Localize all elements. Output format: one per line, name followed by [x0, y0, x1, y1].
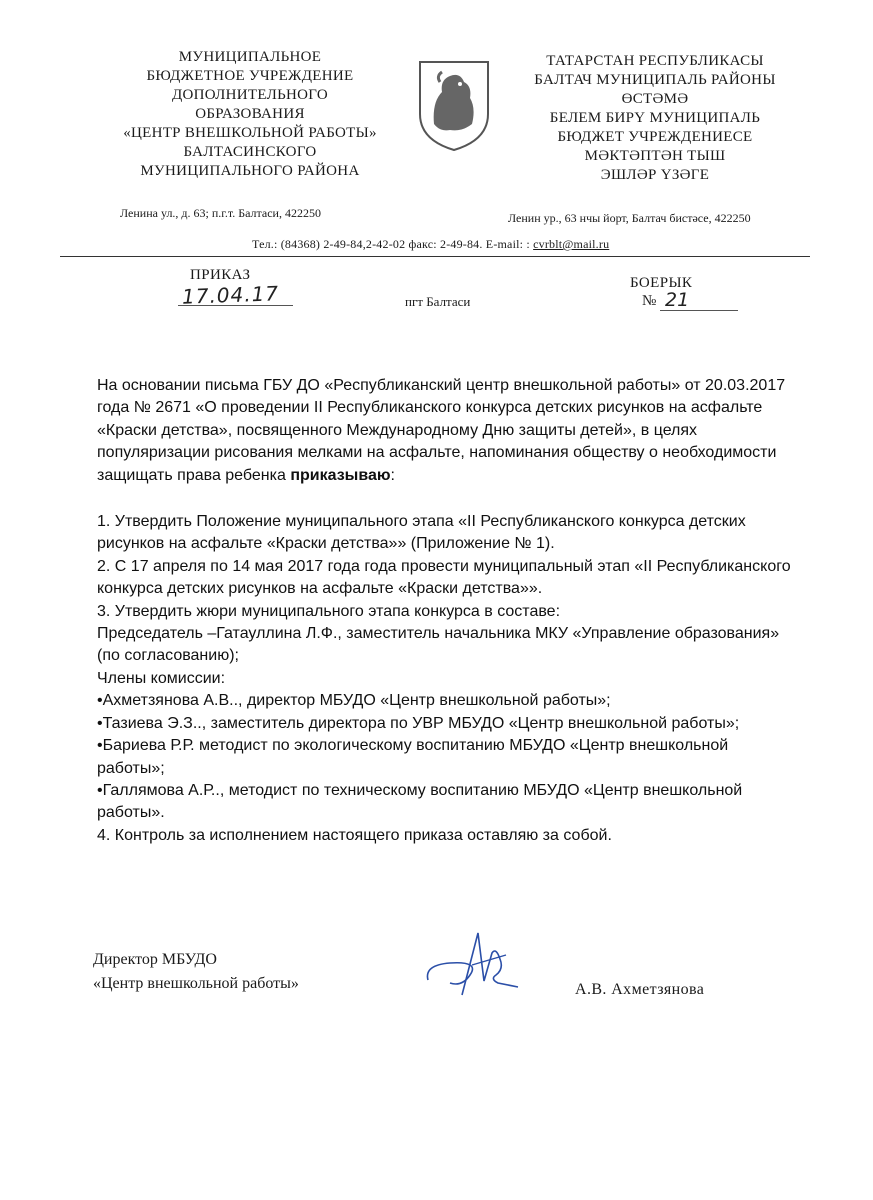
header-left-line: ОБРАЗОВАНИЯ	[195, 106, 305, 122]
jury-member: •Ахметзянова А.В.., директор МБУДО «Центр внешкольной работы»;	[97, 692, 611, 710]
contacts-line	[252, 237, 752, 251]
number-underline	[660, 310, 738, 311]
signatory-position-line: Директор МБУДО	[93, 951, 217, 968]
order-word: приказываю	[290, 466, 391, 484]
header-left-line: МУНИЦИПАЛЬНОГО РАЙОНА	[140, 163, 360, 179]
header-russian-block	[100, 48, 400, 181]
header-right-line: БАЛТАЧ МУНИЦИПАЛЬ РАЙОНЫ	[534, 72, 776, 88]
email-link[interactable]: cvrblt@mail.ru	[533, 237, 610, 251]
jury-member: •Бариева Р.Р. методист по экологическому воспитанию МБУДО «Центр внешкольной работы»;	[97, 737, 729, 777]
address-russian: Ленина ул., д. 63; п.г.т. Балтаси, 422250	[120, 206, 321, 220]
header-right-line: ТАТАРСТАН РЕСПУБЛИКАСЫ	[546, 53, 764, 69]
order-item-1: 1. Утвердить Положение муниципального этапа «II Республиканского конкурса детских рисунков на асфальте «Краски детства»» (Приложение № 1).	[97, 513, 746, 553]
header-left-line: БАЛТАСИНСКОГО	[183, 144, 317, 160]
signatory-position	[93, 948, 299, 996]
signatory-name: А.В. Ахметзянова	[575, 981, 705, 998]
order-item-2: 2. С 17 апреля по 14 мая 2017 года года провести муниципальный этап «II Республиканского конкурса детских рисунков на асфальте «Краски детства»».	[97, 557, 791, 598]
date-underline	[178, 305, 293, 306]
order-title-russian: ПРИКАЗ	[190, 267, 251, 283]
header-left-line: ДОПОЛНИТЕЛЬНОГО	[171, 87, 329, 103]
order-item-4: 4. Контроль за исполнением настоящего приказа оставляю за собой.	[97, 826, 612, 844]
jury-chair: Председатель –Гатауллина Л.Ф., заместитель начальника МКУ «Управление образования» (по согласованию);	[97, 625, 780, 665]
signature-icon	[420, 925, 530, 1005]
order-date-handwritten: 17.04.17	[181, 281, 280, 309]
order-number-sign: №	[642, 293, 657, 309]
preamble-text: На основании письма ГБУ ДО «Республиканский центр внешкольной работы» от 20.03.2017 года № 2671 «О проведении II Республиканского конкурса детских рисунков на асфальте «Краски детства», посвященного Международному Дню защиты детей», в целях популяризации рисования мелками на асфальте, напоминания обществу о необходимости защищать права ребенка	[97, 377, 786, 484]
header-divider	[60, 256, 810, 257]
header-right-line: БЮДЖЕТ УЧРЕЖДЕНИЕСЕ	[557, 129, 753, 145]
header-right-line: БЕЛЕМ БИРҮ МУНИЦИПАЛЬ	[549, 110, 761, 126]
order-number-handwritten: 21	[665, 289, 690, 311]
order-town: пгт Балтаси	[405, 294, 471, 309]
order-body	[97, 375, 797, 847]
header-right-line: ӨСТӘМӘ	[621, 91, 689, 107]
header-left-line: МУНИЦИПАЛЬНОЕ	[178, 49, 322, 65]
jury-members-label: Члены комиссии:	[97, 669, 226, 687]
emblem-icon	[410, 52, 498, 152]
jury-member: •Тазиева Э.З.., заместитель директора по УВР МБУДО «Центр внешкольной работы»;	[97, 714, 740, 732]
header-right-line: ЭШЛӘР ҮЗӘГЕ	[600, 167, 710, 183]
order-colon: :	[390, 466, 395, 484]
order-item-3: 3. Утвердить жюри муниципального этапа конкурса в составе:	[97, 602, 561, 620]
preamble-paragraph	[97, 375, 797, 487]
contacts-text: Тел.: (84368) 2-49-84,2-42-02 факс: 2-49-84. E-mail: :	[252, 237, 530, 251]
order-title-tatar: БОЕРЫК	[630, 275, 693, 291]
header-left-line: «ЦЕНТР ВНЕШКОЛЬНОЙ РАБОТЫ»	[123, 125, 377, 141]
header-right-line: МӘКТӘПТӘН ТЫШ	[584, 148, 726, 164]
jury-member: •Галлямова А.Р.., методист по техническому воспитанию МБУДО «Центр внешкольной работы».	[97, 781, 743, 822]
signatory-position-line: «Центр внешкольной работы»	[93, 975, 299, 992]
header-tatar-block	[505, 52, 805, 185]
header-left-line: БЮДЖЕТНОЕ УЧРЕЖДЕНИЕ	[146, 68, 354, 84]
address-tatar: Ленин ур., 63 нчы йорт, Балтач бистәсе, 422250	[508, 211, 751, 225]
